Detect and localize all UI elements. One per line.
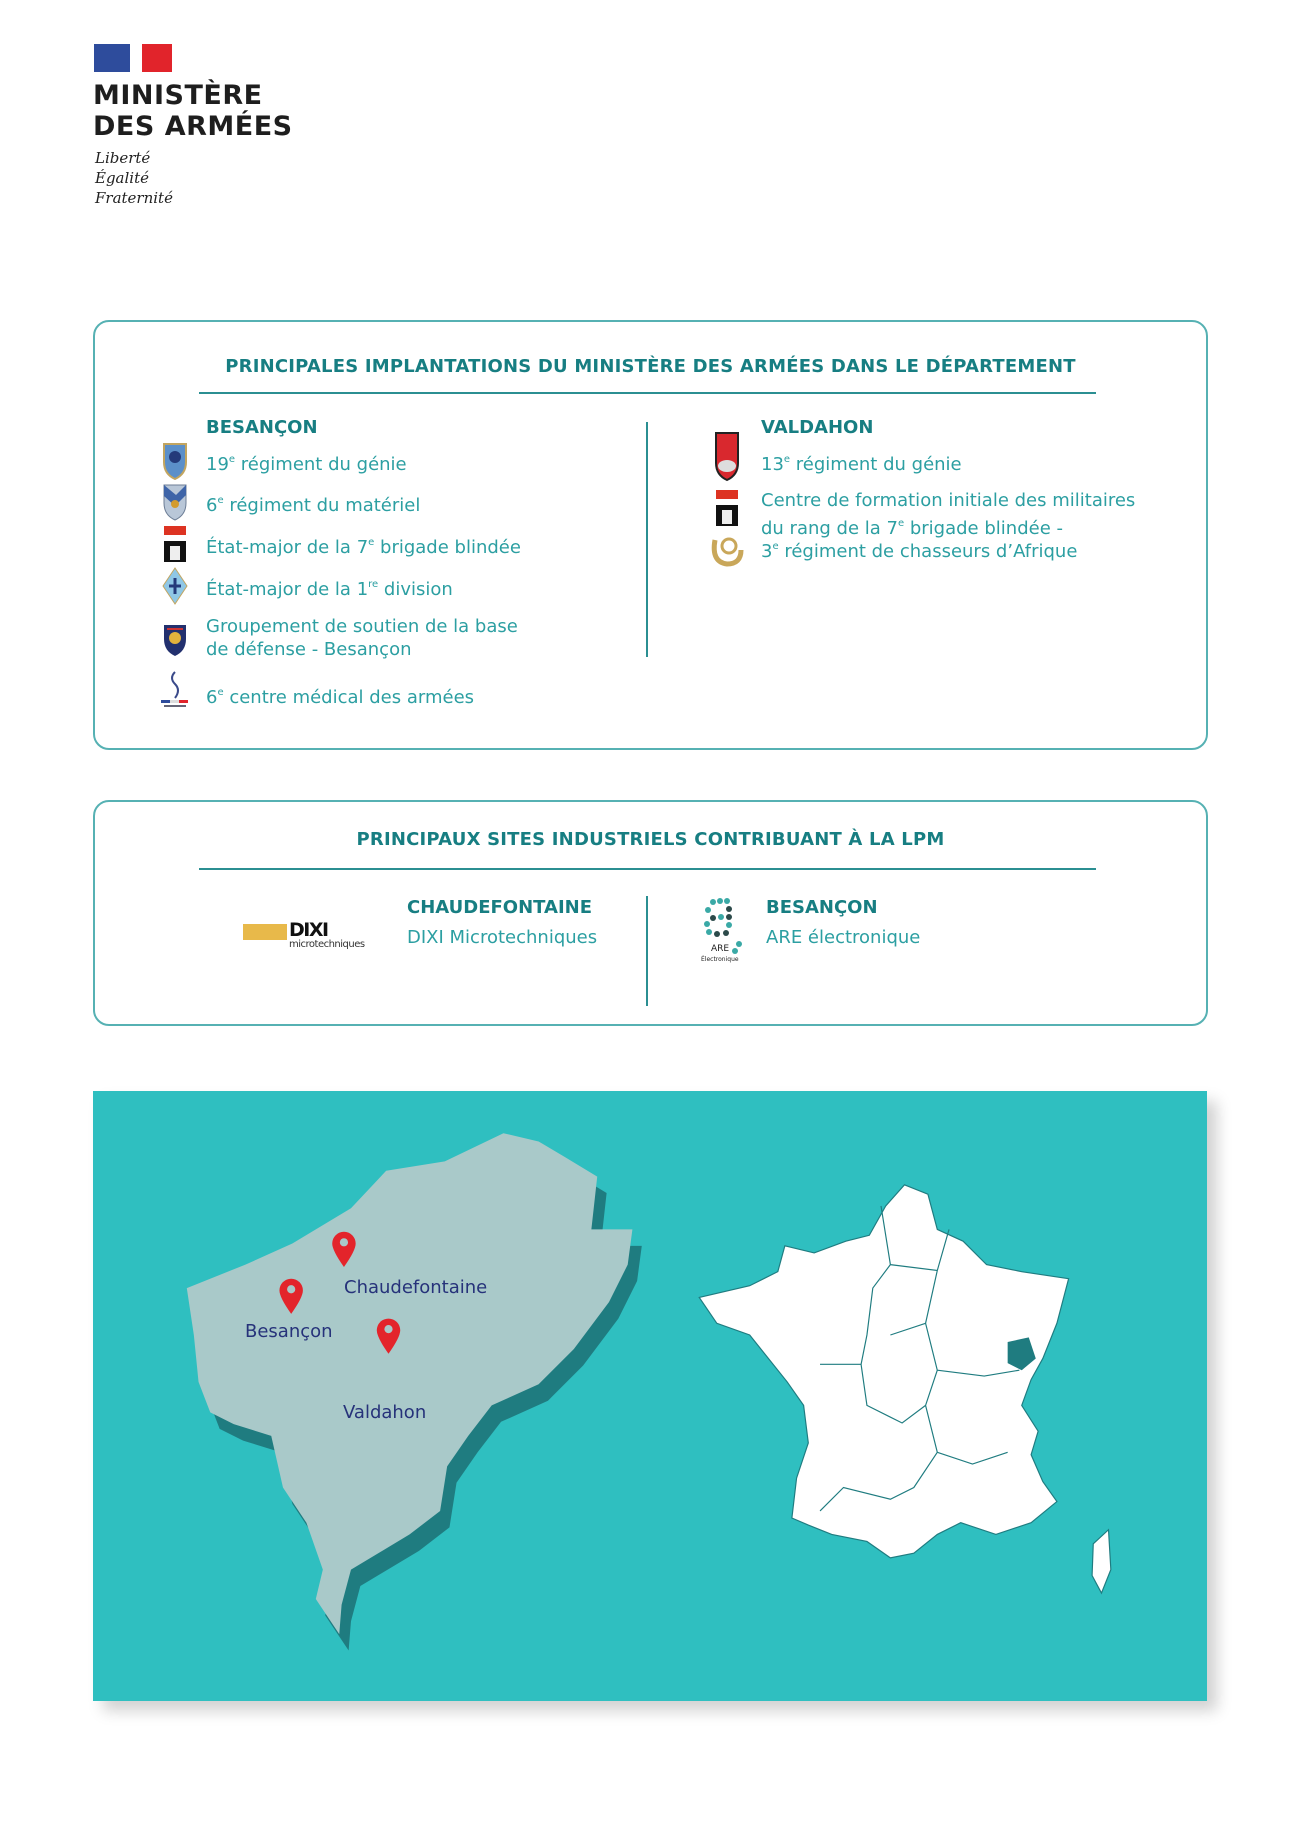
divider	[199, 868, 1096, 870]
are-electronique-logo: ARE Électronique	[699, 896, 755, 974]
map-illustration	[93, 1091, 1207, 1701]
divider	[199, 392, 1096, 394]
health-service-logo-icon	[157, 668, 193, 706]
list-item: 6e centre médical des armées	[206, 687, 475, 708]
city-heading-valdahon: VALDAHON	[761, 417, 874, 438]
panel-title: PRINCIPAUX SITES INDUSTRIELS CONTRIBUANT À LA LPM	[356, 829, 945, 850]
regiment-insignia-icon	[161, 482, 189, 520]
list-item: État-major de la 1re division	[206, 579, 453, 600]
divider	[646, 422, 648, 657]
support-group-insignia-icon	[161, 620, 189, 658]
city-heading-besancon: BESANÇON	[206, 417, 318, 438]
hunting-horn-insignia-icon	[709, 532, 745, 570]
divider	[646, 896, 648, 1006]
map-label-valdahon: Valdahon	[343, 1402, 427, 1423]
ministry-name: MINISTÈRE DES ARMÉES	[93, 80, 293, 142]
map-panel	[93, 1091, 1207, 1701]
list-item: Centre de formation initiale des militaires du rang de la 7e brigade blindée -	[761, 490, 1136, 539]
republic-flag-logo	[94, 44, 172, 72]
implantations-panel	[93, 320, 1208, 750]
industrial-sites-panel	[93, 800, 1208, 1026]
regiment-insignia-icon	[161, 440, 189, 478]
division-insignia-icon	[161, 566, 189, 604]
list-item: État-major de la 7e brigade blindée	[206, 537, 521, 558]
panel-title: PRINCIPALES IMPLANTATIONS DU MINISTÈRE DES ARMÉES DANS LE DÉPARTEMENT	[225, 356, 1076, 377]
list-item: 13e régiment du génie	[761, 454, 962, 475]
site-city: CHAUDEFONTAINE	[407, 897, 593, 918]
site-company: ARE électronique	[766, 927, 921, 948]
motto: Liberté Égalité Fraternité	[95, 149, 173, 207]
site-city: BESANÇON	[766, 897, 878, 918]
engineer-regiment-insignia-icon	[713, 430, 741, 482]
brigade-insignia-icon	[161, 524, 189, 562]
map-label-besancon: Besançon	[245, 1321, 333, 1342]
list-item: 3e régiment de chasseurs d’Afrique	[761, 541, 1078, 562]
site-company: DIXI Microtechniques	[407, 927, 598, 948]
dixi-logo: DIXI microtechniques	[243, 922, 395, 952]
list-item: 19e régiment du génie	[206, 454, 407, 475]
list-item: 6e régiment du matériel	[206, 495, 421, 516]
list-item: Groupement de soutien de la base de défense - Besançon	[206, 616, 518, 660]
brigade-insignia-icon	[713, 488, 741, 526]
map-label-chaudefontaine: Chaudefontaine	[344, 1277, 488, 1298]
